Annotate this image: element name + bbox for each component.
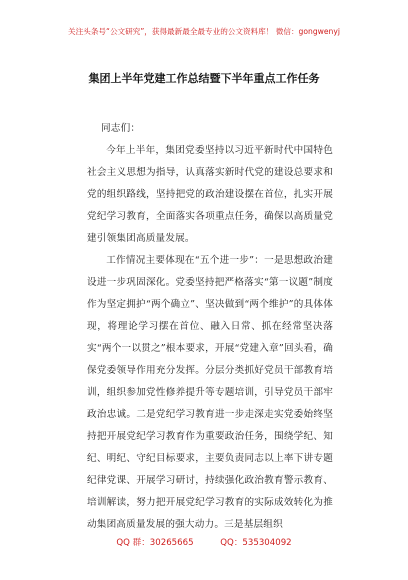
salutation: 同志们： — [101, 123, 141, 134]
footer-contact — [0, 538, 408, 549]
qq-number: QQ：535304092 — [220, 538, 292, 548]
header-banner: 关注头条号“公文研究”，获得最新最全最专业的公文资料库！ 微信：gongwenyj — [68, 27, 340, 36]
qq-group-number: QQ 群：30265665 — [116, 538, 194, 548]
document-title: 集团上半年党建工作总结暨下半年重点工作任务 — [88, 72, 320, 85]
paragraph: 工作情况主要体现在“五个进一步”：一是思想政治建设进一步巩固深化。党委坚持把严格落实“第一议题”制度作为坚定拥护“两个确立”、坚决做到“两个维护”的具体体现，将理论学习摆在首位、融入日常、抓在经常坚决落实“两个一以贯之”根本要求，开展“党建入章”回头看，确保党委领导作用充分发挥。分层分类抓好党员干部教育培训，组织参加党性修养提升等专题培训，引导党员干部牢政治忠诚。二是党纪学习教育进一步走深走实党委始终坚持把开展党纪学习教育作为重要政治任务，围绕学纪、知纪、明纪、守纪目标要求，主要负责同志以上率下讲专题纪律党课、开展学习研讨，持续强化政治教育警示教育、培训解读，努力把开展党纪学习教育的实际成效转化为推动集团高质量发展的强大动力。三是基层组织 — [87, 255, 333, 530]
document-body — [87, 118, 333, 536]
paragraph: 今年上半年，集团党委坚持以习近平新时代中国特色社会主义思想为指导，认真落实新时代党的建设总要求和党的组织路线，坚持把党的政治建设摆在首位，扎实开展党纪学习教育，全面落实各项重点任务，确保以高质量党建引领集团高质量发展。 — [87, 145, 333, 244]
